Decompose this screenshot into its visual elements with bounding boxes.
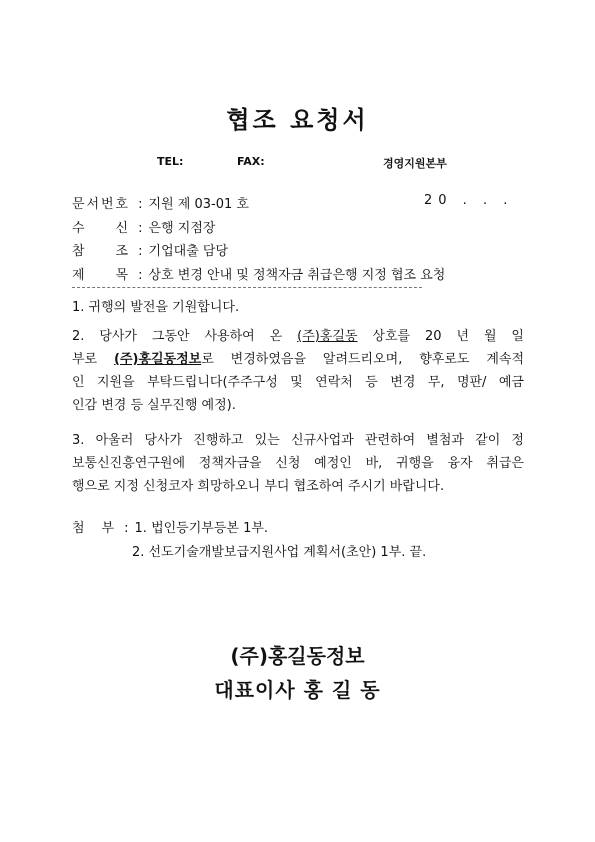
paragraph-2-line-2 bbox=[72, 348, 524, 371]
paragraph-1: 1. 귀행의 발전을 기원합니다. bbox=[72, 300, 240, 315]
signature-company: (주)홍길동정보 bbox=[230, 644, 365, 668]
reference-value: 기업대출 담당 bbox=[148, 244, 229, 259]
department-name: 경영지원본부 bbox=[383, 157, 447, 170]
text-span: 상호를 20 년 월 일 bbox=[357, 329, 524, 344]
subject-row bbox=[72, 264, 445, 283]
fax-label: FAX: bbox=[237, 155, 265, 168]
document-number-row bbox=[72, 193, 249, 212]
recipient-row bbox=[72, 217, 215, 236]
paragraph-2-line-1 bbox=[72, 325, 524, 348]
attachment-item-2: 2. 선도기술개발보급지원사업 계획서(초안) 1부. 끝. bbox=[132, 545, 427, 560]
label-char: 첨 bbox=[72, 521, 85, 536]
header-divider bbox=[72, 287, 422, 288]
document-title: 협조 요청서 bbox=[226, 106, 369, 134]
label-char: 번 bbox=[100, 197, 114, 212]
reference-row bbox=[72, 240, 228, 259]
label-char: 호 bbox=[115, 197, 128, 212]
paragraph-2-line-4: 인감 변경 등 실무진행 예정). bbox=[72, 398, 236, 413]
label-char: 목 bbox=[115, 268, 128, 283]
paragraph-3-line-2: 보통신진흥연구원에 정책자금을 신청 예정인 바, 귀행을 융자 취급은 bbox=[72, 456, 524, 471]
separator: : bbox=[138, 221, 143, 236]
document-date: 20 . . . bbox=[424, 193, 514, 208]
label-char: 참 bbox=[72, 244, 85, 259]
separator: : bbox=[138, 197, 143, 212]
document-number-value: 지원 제 03-01 호 bbox=[148, 197, 249, 212]
paragraph-3-line-1: 3. 아울러 당사가 진행하고 있는 신규사업과 관련하여 별첨과 같이 정 bbox=[72, 433, 524, 448]
recipient-value: 은행 지점장 bbox=[148, 221, 216, 236]
paragraph-3-line-3: 행으로 지정 신청코자 희망하오니 부디 협조하여 주시기 바랍니다. bbox=[72, 479, 445, 494]
reference-label bbox=[72, 240, 128, 259]
paragraph-2 bbox=[72, 325, 524, 417]
label-char: 수 bbox=[72, 221, 85, 236]
paragraph-3 bbox=[72, 429, 524, 498]
label-char: 문 bbox=[72, 197, 85, 212]
paragraph-2-line-3: 인 지원을 부탁드립니다(주주구성 및 연락처 등 변경 무, 명판/ 예금 bbox=[72, 375, 524, 390]
new-company-name: (주)홍길동정보 bbox=[114, 352, 202, 367]
tel-label: TEL: bbox=[157, 155, 184, 168]
separator: : bbox=[124, 521, 129, 536]
label-char: 서 bbox=[86, 197, 100, 212]
attachments-row bbox=[72, 517, 268, 536]
separator: : bbox=[138, 244, 143, 259]
label-char: 조 bbox=[115, 244, 128, 259]
label-char: 신 bbox=[115, 221, 128, 236]
label-char: 제 bbox=[72, 268, 85, 283]
text-span: 2. 당사가 그동안 사용하여 온 bbox=[72, 329, 298, 344]
text-span: 부로 bbox=[72, 352, 114, 367]
old-company-name: (주)홍길동 bbox=[297, 329, 358, 344]
label-char: 부 bbox=[101, 521, 114, 536]
signature-ceo: 대표이사 홍 길 동 bbox=[214, 678, 381, 702]
text-span: 로 변경하였음을 알려드리오며, 향후로도 계속적 bbox=[201, 352, 525, 367]
recipient-label bbox=[72, 217, 128, 236]
subject-value: 상호 변경 안내 및 정책자금 취급은행 지정 협조 요청 bbox=[148, 268, 446, 283]
attachment-item-1: 1. 법인등기부등본 1부. bbox=[134, 521, 269, 536]
subject-label bbox=[72, 264, 128, 283]
attachments-label bbox=[72, 517, 114, 536]
document-number-label bbox=[72, 193, 128, 212]
separator: : bbox=[138, 268, 143, 283]
